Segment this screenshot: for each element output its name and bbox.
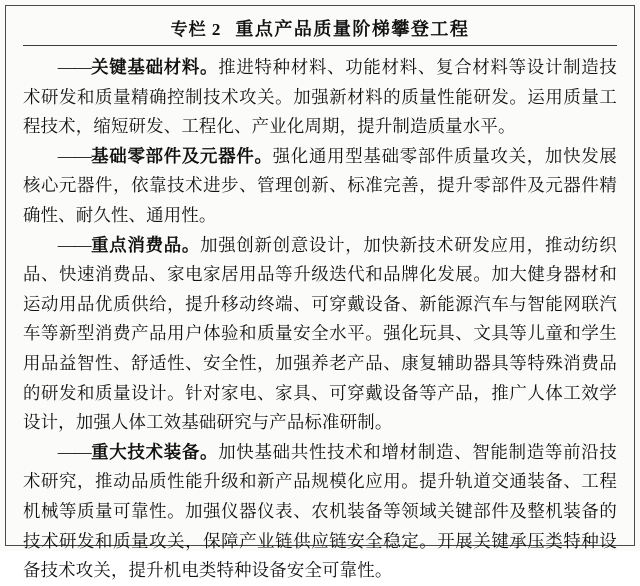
paragraph-lead: ——	[57, 145, 91, 166]
paragraph	[23, 142, 617, 231]
paragraph	[23, 231, 617, 438]
paragraph-text: 推进特种材料、功能材料、复合材料等设计制造技术研发和质量精确控制技术攻关。加强新材料的质量性能研发。运用质量工程技术，缩短研发、工程化、产业化周期，提升制造质量水平。	[23, 57, 618, 137]
paragraph-lead: ——	[57, 441, 91, 462]
paragraph	[23, 53, 617, 142]
paragraph	[23, 438, 617, 586]
paragraph-text: 加快基础共性技术和增材制造、智能制造等前沿技术研究，推动品质性能升级和新产品规模化应用。提升轨道交通装备、工程机械等质量可靠性。加强仪器仪表、农机装备等领域关键部件及整机装备的技术研发和质量攻关，保障产业链供应链安全稳定。开展关键承压类特种设备技术攻关，提升机电类特种设备安全可靠性。	[23, 441, 618, 581]
paragraph-heading: 基础零部件及元器件。	[90, 145, 273, 166]
column-tag: 专栏 2	[170, 20, 222, 39]
column-title: 重点产品质量阶梯攀登工程	[235, 19, 470, 39]
paragraph-heading: 重大技术装备。	[90, 441, 219, 462]
paragraph-heading: 关键基础材料。	[90, 57, 219, 77]
page-content	[9, 9, 631, 581]
paragraph-text: 强化通用型基础零部件质量攻关，加快发展核心元器件，依靠技术进步、管理创新、标准完善，提升零部件及元器件精确性、耐久性、通用性。	[23, 145, 617, 225]
page-title	[23, 15, 617, 46]
paragraph-lead: ——	[57, 234, 91, 255]
paragraph-heading: 重点消费品。	[90, 234, 201, 255]
paragraph-text: 加强创新创意设计，加快新技术研发应用，推动纺织品、快速消费品、家电家居用品等升级迭代和品牌化发展。加大健身器材和运动用品优质供给，提升移动终端、可穿戴设备、新能源汽车与智能网联汽车等新型消费产品用户体验和质量安全水平。强化玩具、文具等儿童和学生用品益智性、舒适性、安全性，加强养老产品、康复辅助器具等特殊消费品的研发和质量设计。针对家电、家具、可穿戴设备等产品，推广人体工效学设计，加强人体工效基础研究与产品标准研制。	[23, 234, 618, 433]
page-border	[5, 5, 635, 581]
paragraph-lead: ——	[57, 57, 91, 77]
document-body	[23, 53, 617, 586]
